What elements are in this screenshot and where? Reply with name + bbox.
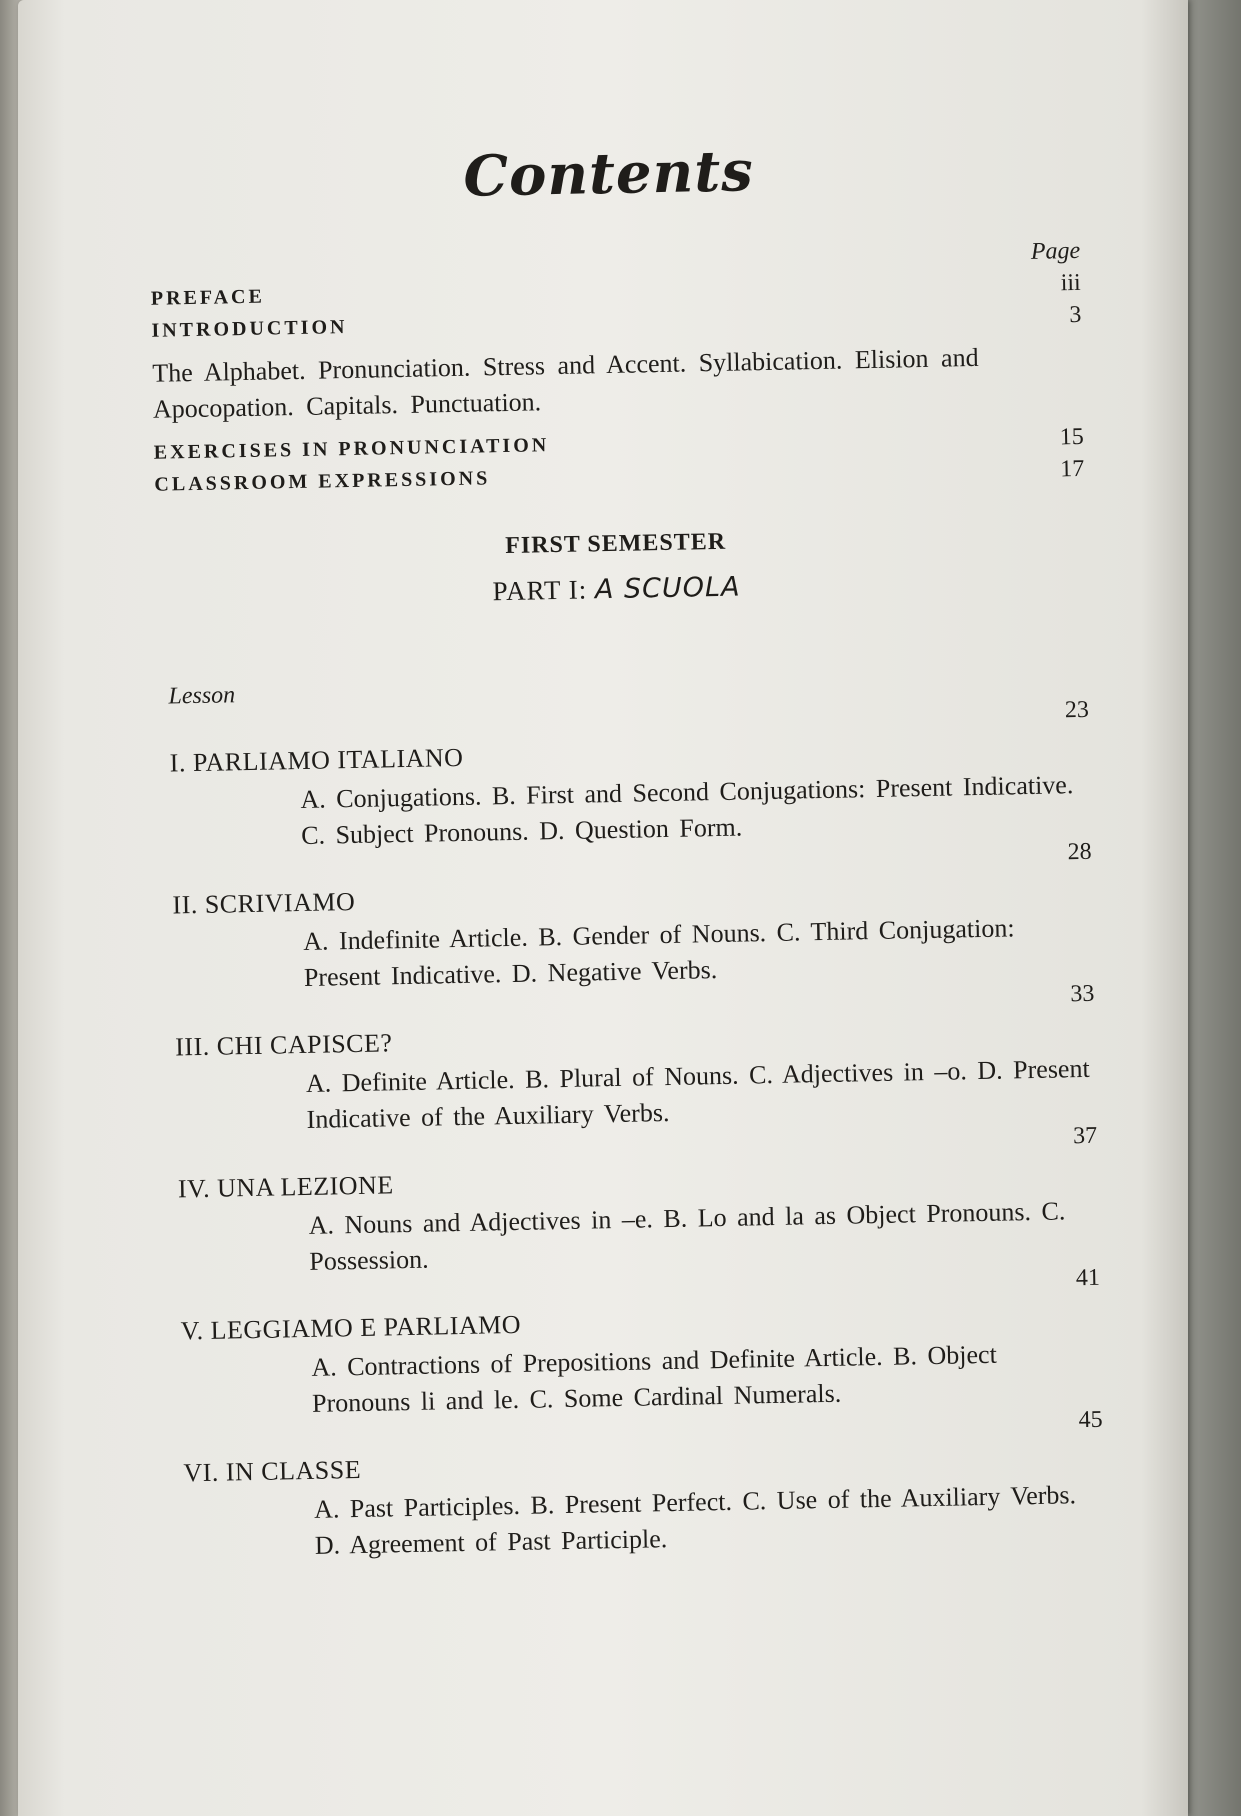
lesson-description: A. Indefinite Article. B. Gender of Nouns. C. Third Conjugation: Present Indicative. D. Negative Verbs. (302, 913, 1015, 992)
part-label: PART I: (492, 574, 588, 607)
lesson-entry (172, 838, 1094, 999)
lesson-page: 23 (1064, 696, 1090, 724)
toc-label: CLASSROOM EXPRESSIONS (154, 467, 491, 496)
lesson-page: 28 (1067, 838, 1092, 866)
lesson-entry (169, 696, 1091, 857)
lesson-entry (183, 1406, 1105, 1567)
part-title: A SCUOLA (594, 571, 741, 606)
toc-page: iii (1060, 269, 1081, 297)
lesson-entry (177, 1122, 1100, 1283)
toc-label: PREFACE (150, 285, 266, 310)
lesson-page: 33 (1070, 980, 1095, 1008)
book-page (18, 0, 1188, 1816)
toc-page: 15 (1059, 423, 1084, 451)
lesson-title: II. SCRIVIAMO (172, 886, 356, 920)
lesson-column-header: Lesson (168, 682, 236, 710)
part-heading (146, 565, 1086, 614)
lesson-title: III. CHI CAPISCE? (174, 1028, 393, 1062)
lesson-title: VI. IN CLASSE (183, 1454, 362, 1488)
lesson-title: IV. UNA LEZIONE (177, 1170, 394, 1204)
lesson-page: 37 (1072, 1122, 1098, 1150)
introduction-description: The Alphabet. Pronunciation. Stress and Accent. Syllabication. Elision and Apocopation. Capitals. Punctuation. (152, 342, 979, 424)
lesson-description: A. Contractions of Prepositions and Definite Article. B. Object Pronouns li and le. C. Some Cardinal Numerals. (311, 1339, 998, 1418)
toc-page: 17 (1060, 455, 1085, 483)
lesson-title: I. PARLIAMO ITALIANO (169, 742, 464, 778)
toc-label: EXERCISES IN PRONUNCIATION (153, 434, 550, 464)
lesson-description: A. Past Participles. B. Present Perfect. C. Use of the Auxiliary Verbs. D. Agreement of Past Participle. (313, 1480, 1077, 1560)
page-title: Contents (462, 138, 755, 210)
lesson-description: A. Conjugations. B. First and Second Conjugations: Present Indicative. C. Subject Pronouns. D. Question Form. (300, 770, 1074, 850)
toc-page: 3 (1069, 301, 1082, 329)
lesson-description: A. Definite Article. B. Plural of Nouns. C. Adjectives in –o. D. Present Indicative of the Auxiliary Verbs. (305, 1053, 1090, 1134)
lesson-title: V. LEGGIAMO E PARLIAMO (180, 1309, 522, 1346)
lesson-page: 41 (1075, 1264, 1101, 1292)
toc-label: INTRODUCTION (151, 316, 348, 342)
semester-heading: FIRST SEMESTER (504, 528, 727, 560)
lesson-entry (180, 1264, 1102, 1425)
lesson-page: 45 (1078, 1406, 1103, 1434)
page-column-header: Page (1030, 237, 1081, 265)
contents-block (138, 132, 1106, 1597)
lesson-entry (174, 980, 1097, 1141)
lesson-description: A. Nouns and Adjectives in –e. B. Lo and la as Object Pronouns. C. Possession. (308, 1196, 1066, 1276)
